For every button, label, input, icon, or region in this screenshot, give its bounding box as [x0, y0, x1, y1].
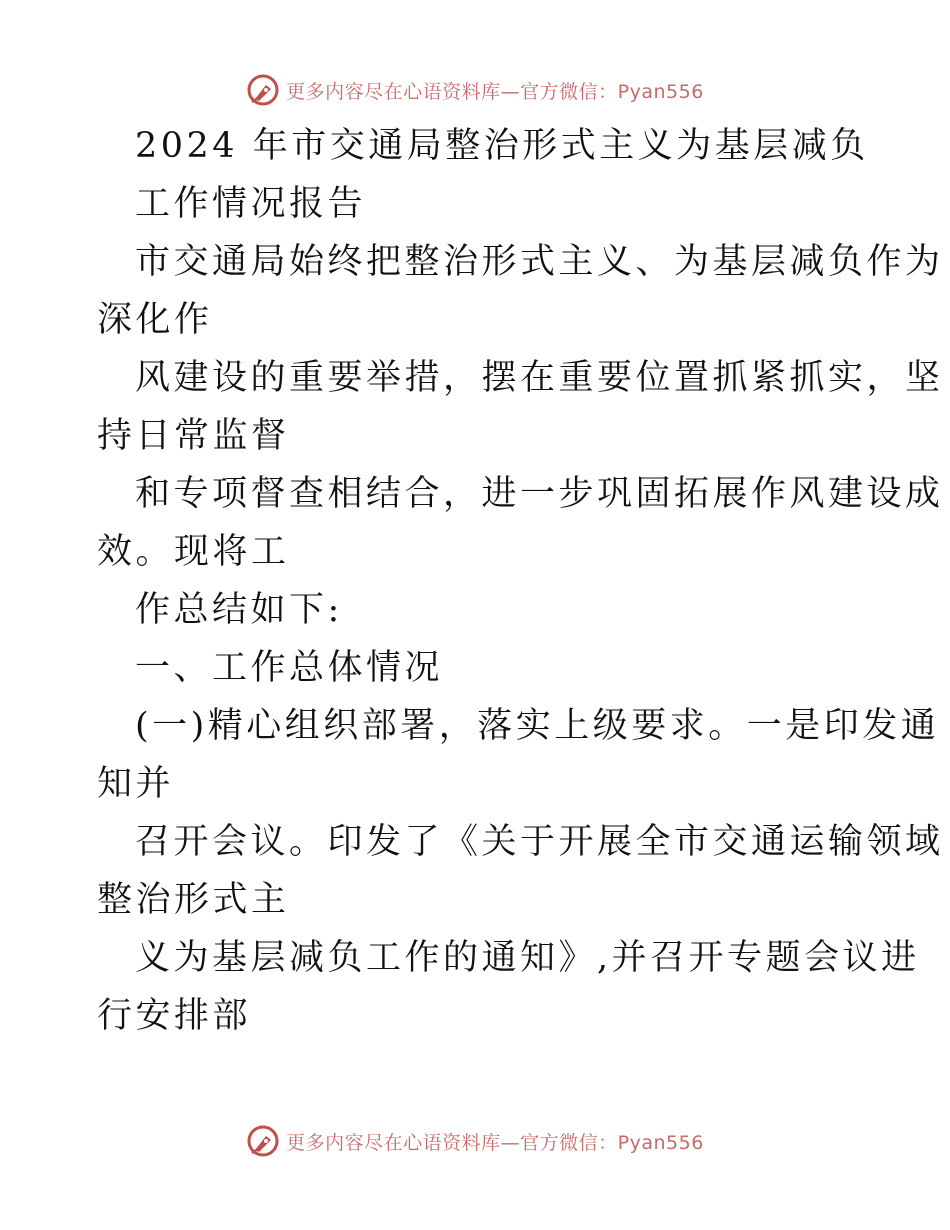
pen-nib-logo-icon [246, 1124, 280, 1158]
watermark-header [0, 70, 950, 110]
watermark-footer [0, 1121, 950, 1161]
section-heading: 一、工作总体情况 [135, 648, 444, 688]
paragraph-line: (一)精心组织部署，落实上级要求。一是印发通 [135, 706, 940, 746]
paragraph-line: 市交通局始终把整治形式主义、为基层减负作为 [135, 242, 944, 282]
paragraph-line: 效。现将工 [97, 532, 290, 572]
watermark-text: 更多内容尽在心语资料库—官方微信：Pyan556 [286, 1131, 704, 1154]
watermark-text: 更多内容尽在心语资料库—官方微信：Pyan556 [286, 80, 704, 103]
paragraph-line: 知并 [97, 764, 175, 804]
paragraph-line: 召开会议。印发了《关于开展全市交通运输领域 [135, 822, 944, 862]
doc-title-line-2: 工作情况报告 [135, 184, 367, 224]
paragraph-line: 持日常监督 [97, 416, 290, 456]
paragraph-line: 作总结如下: [135, 590, 343, 630]
paragraph-line: 深化作 [97, 300, 213, 340]
pen-nib-logo-icon [246, 73, 280, 107]
paragraph-line: 行安排部 [97, 996, 252, 1036]
paragraph-line: 义为基层减负工作的通知》,并召开专题会议进 [135, 938, 920, 978]
doc-title-line-1: 2024 年市交通局整治形式主义为基层减负 [135, 126, 869, 166]
paragraph-line: 风建设的重要举措，摆在重要位置抓紧抓实，坚 [135, 358, 944, 398]
paragraph-line: 和专项督查相结合，进一步巩固拓展作风建设成 [135, 474, 944, 514]
paragraph-line: 整治形式主 [97, 880, 290, 920]
